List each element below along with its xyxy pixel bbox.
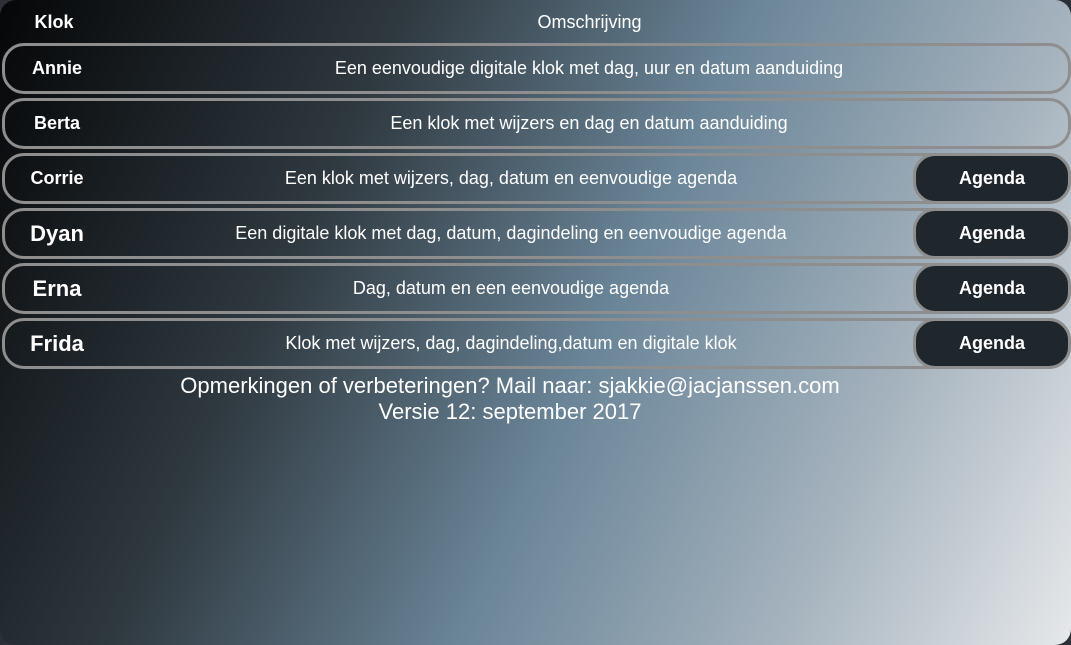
clock-description: Een eenvoudige digitale klok met dag, uur en datum aanduiding — [334, 58, 844, 78]
clock-description: Een klok met wijzers, dag, datum en eenvoudige agenda — [284, 168, 738, 188]
clock-row-berta[interactable] — [2, 98, 1071, 149]
clock-name: Frida — [30, 331, 84, 356]
column-header-omschrijving: Omschrijving — [537, 12, 642, 32]
clock-description: Klok met wijzers, dag, dagindeling,datum en digitale klok — [285, 333, 737, 353]
feedback-text: Opmerkingen of verbeteringen? Mail naar: sjakkie@jacjanssen.com — [180, 373, 840, 398]
clock-row-dyan[interactable] — [2, 208, 1071, 259]
clock-row-frida[interactable] — [2, 318, 1071, 369]
clock-name: Erna — [32, 276, 82, 301]
agenda-button-frida[interactable]: Agenda — [913, 318, 1071, 369]
clock-name: Berta — [33, 113, 81, 133]
clock-description: Dag, datum en een eenvoudige agenda — [352, 278, 670, 298]
agenda-button-dyan[interactable]: Agenda — [913, 208, 1071, 259]
table-header — [0, 0, 1071, 44]
clock-name: Corrie — [30, 168, 84, 188]
clock-name: Dyan — [30, 221, 84, 246]
agenda-button-erna[interactable]: Agenda — [913, 263, 1071, 314]
clock-description: Een klok met wijzers en dag en datum aanduiding — [390, 113, 788, 133]
clock-row-corrie[interactable] — [2, 153, 1071, 204]
clock-row-erna[interactable] — [2, 263, 1071, 314]
clock-description: Een digitale klok met dag, datum, dagindeling en eenvoudige agenda — [235, 223, 787, 243]
column-header-klok: Klok — [34, 12, 74, 32]
agenda-button-corrie[interactable]: Agenda — [913, 153, 1071, 204]
footer — [0, 373, 1020, 425]
version-text: Versie 12: september 2017 — [378, 399, 642, 424]
clock-name: Annie — [31, 58, 82, 78]
clock-row-annie[interactable] — [2, 43, 1071, 94]
